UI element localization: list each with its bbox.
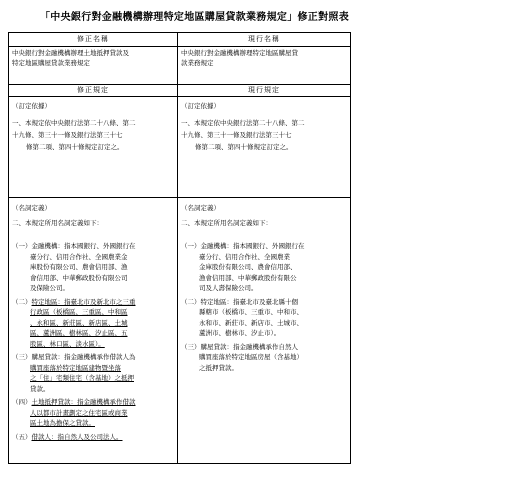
definition-item: （三）購屋貸款：指金融機構承作自然人 購買座落於特定地區房屋（含基地） 之抵押貸款。 bbox=[181, 342, 303, 372]
definition-intro: 二、本規定所用名詞定義如下： bbox=[181, 219, 272, 227]
amended-rule-header: 修正規定 bbox=[77, 86, 109, 94]
definition-item: （一）金融機構：指本國銀行、外國銀行在 臺分行、信用合作社、全國農業 金庫股份有限公司、農會信用部、 漁會信用部、中華郵政股份有限公 司及人壽保險公司。 bbox=[181, 242, 305, 292]
current-name-header: 現行名稱 bbox=[248, 35, 280, 43]
amended-name-line: 特定地區購屋貸款業務規定 bbox=[12, 59, 90, 67]
basis-line: 一、本規定依中央銀行法第二十八條、第二 bbox=[12, 119, 136, 127]
definition-items bbox=[12, 241, 177, 445]
basis-line: 條第二項、第四十條規定訂定之。 bbox=[195, 143, 293, 151]
definition-intro: 二、本規定所用名詞定義如下： bbox=[12, 219, 103, 227]
definition-item: （一）金融機構：指本國銀行、外國銀行在 臺分行、信用合作社、全國農業金 庫股份有限公司、農會信用部、漁 會信用部、中華郵政股份有限公司 及保險公司。 bbox=[12, 242, 136, 292]
basis-title: （訂定依據） bbox=[12, 102, 51, 110]
definition-item: （四）土地抵押貸款：指金融機構承作借款 人以都市計畫劃定之住宅區或商業 區土地為擔保之貸款。 bbox=[12, 398, 136, 427]
current-column bbox=[178, 33, 350, 463]
basis-line: 條第二項、第四十條規定訂定之。 bbox=[26, 143, 124, 151]
definition-title: （名詞定義） bbox=[181, 204, 220, 212]
definition-items bbox=[181, 241, 350, 376]
basis-line: 十九條、第三十一條及銀行法第三十七 bbox=[181, 131, 292, 139]
comparison-table bbox=[8, 32, 351, 464]
current-name-line: 中央銀行對金融機構辦理特定地區購屋貸 bbox=[181, 49, 298, 57]
page-title: 「中央銀行對金融機構辦理特定地區購屋貸款業務規定」修正對照表 bbox=[40, 12, 349, 23]
definition-title: （名詞定義） bbox=[12, 204, 51, 212]
amended-column bbox=[9, 33, 178, 463]
definition-item: （二）特定地區：指臺北市及新北市之三重 行政區（板橋區、三重區、中和區 、永和區、新莊區、新店區、土城 區、蘆洲區、樹林區、汐止區、五 股區、林口區、淡水區）。 bbox=[12, 297, 136, 348]
definition-item: （三）購屋貸款：指金融機構承作借款人為 購買座落於特定地區建物暨坐落 之「住」宅類住宅（含基地）之抵押 貸款。 bbox=[12, 353, 136, 393]
definition-item: （二）特定地區：指臺北市及臺北縣十個 縣轄市（板橋市、三重市、中和市、 永和市、新莊市、新店市、土城市、 蘆洲市、樹林市、汐止市）。 bbox=[181, 297, 303, 337]
basis-title: （訂定依據） bbox=[181, 102, 220, 110]
amended-name-header: 修正名稱 bbox=[77, 35, 109, 43]
current-name-line: 款業務規定 bbox=[181, 59, 214, 67]
basis-line: 一、本規定依中央銀行法第二十八條、第二 bbox=[181, 119, 305, 127]
current-rule-header: 現行規定 bbox=[248, 86, 280, 94]
amended-name-line: 中央銀行對金融機構辦理土地抵押貸款及 bbox=[12, 49, 129, 57]
basis-line: 十九條、第三十一條及銀行法第三十七 bbox=[12, 131, 123, 139]
definition-item: （五）借款人：指自然人及公司法人。 bbox=[12, 432, 123, 441]
